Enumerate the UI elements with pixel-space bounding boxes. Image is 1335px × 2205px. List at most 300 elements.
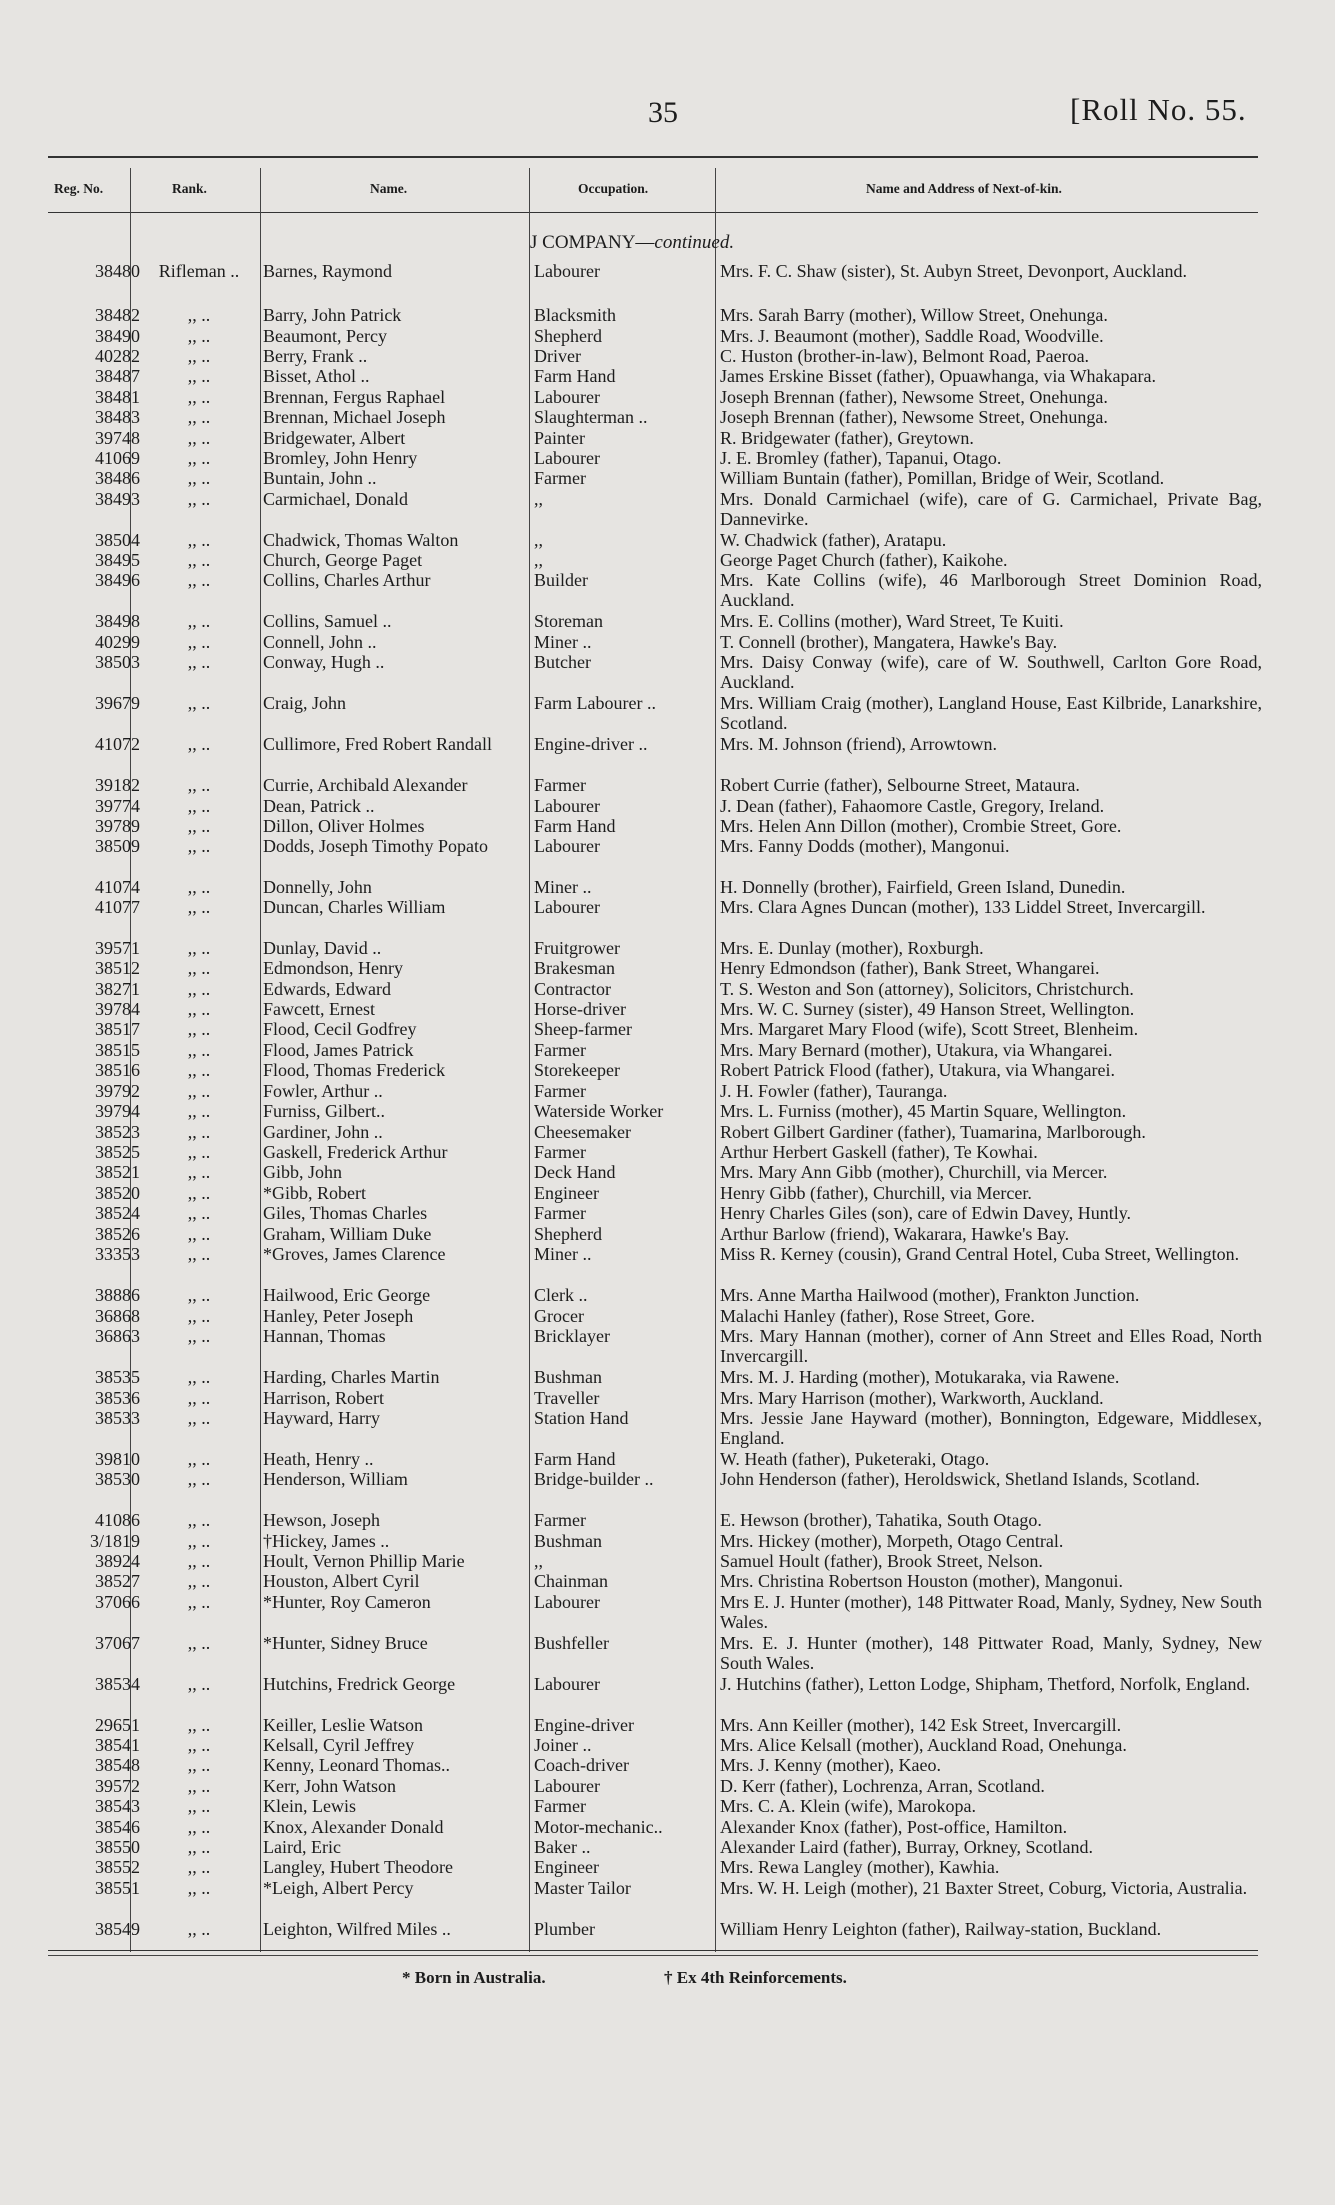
reg-number: 38886 [95,1285,140,1305]
soldier-name: Hayward, Harry [263,1408,380,1428]
footnote-born: * Born in Australia. [402,1968,546,1987]
next-of-kin: Mrs. J. Beaumont (mother), Saddle Road, Woodville. [720,326,1104,346]
occupation: Master Tailor [534,1878,631,1898]
soldier-name: Currie, Archibald Alexander [263,775,468,795]
reg-number: 38486 [95,468,140,488]
rank: ,, .. [187,1796,211,1816]
occupation: Bridge-builder .. [534,1469,654,1489]
occupation: Fruitgrower [534,938,620,958]
reg-number: 38533 [95,1408,140,1428]
occupation: Miner .. [534,1244,592,1264]
reg-number: 38525 [95,1142,140,1162]
soldier-name: †Hickey, James .. [263,1531,390,1551]
occupation: Engine-driver [534,1715,634,1735]
next-of-kin: Mrs. Fanny Dodds (mother), Mangonui. [720,836,1010,856]
header-rule [48,212,1258,213]
rank: ,, .. [187,1633,211,1653]
soldier-name: Conway, Hugh .. [263,652,385,672]
occupation: Miner .. [534,632,592,652]
soldier-name: Harrison, Robert [263,1388,384,1408]
next-of-kin: Henry Gibb (father), Churchill, via Mercer. [720,1183,1032,1203]
occupation: Chainman [534,1571,608,1591]
reg-number: 36863 [95,1326,140,1346]
next-of-kin: Henry Charles Giles (son), care of Edwin Davey, Huntly. [720,1203,1132,1223]
occupation: Labourer [534,448,600,468]
rank: ,, .. [187,1592,211,1612]
occupation: Blacksmith [534,305,616,325]
reg-number: 39748 [95,428,140,448]
reg-number: 38504 [95,530,140,550]
rank: ,, .. [187,1735,211,1755]
soldier-name: Barnes, Raymond [263,261,392,281]
reg-number: 38482 [95,305,140,325]
reg-number: 38549 [95,1919,140,1939]
occupation: Plumber [534,1919,595,1939]
soldier-name: Craig, John [263,693,346,713]
rank: Rifleman .. [158,261,240,281]
rank: ,, .. [187,1531,211,1551]
occupation: Farmer [534,1040,586,1060]
soldier-name: Flood, Thomas Frederick [263,1060,446,1080]
next-of-kin: Mrs. Donald Carmichael (wife), care of G. Carmichael, Private Bag, Dannevirke. [720,489,1262,529]
occupation: Storekeeper [534,1060,620,1080]
soldier-name: Hoult, Vernon Phillip Marie [263,1551,465,1571]
occupation: Farmer [534,1796,586,1816]
occupation: Labourer [534,897,600,917]
next-of-kin: Arthur Herbert Gaskell (father), Te Kowhai. [720,1142,1038,1162]
soldier-name: Edmondson, Henry [263,958,403,978]
occupation: Driver [534,346,581,366]
next-of-kin: T. Connell (brother), Mangatera, Hawke's Bay. [720,632,1058,652]
rank: ,, .. [187,897,211,917]
rank: ,, .. [187,1306,211,1326]
next-of-kin: Mrs. Alice Kelsall (mother), Auckland Road, Onehunga. [720,1735,1127,1755]
next-of-kin: Mrs. Mary Harrison (mother), Warkworth, Auckland. [720,1388,1104,1408]
footnote-reinforcements: † Ex 4th Reinforcements. [664,1968,847,1987]
next-of-kin: Mrs. Ann Keiller (mother), 142 Esk Street, Invercargill. [720,1715,1122,1735]
soldier-name: Hutchins, Fredrick George [263,1674,456,1694]
soldier-name: Beaumont, Percy [263,326,387,346]
occupation: Joiner .. [534,1735,592,1755]
soldier-name: Gibb, John [263,1162,343,1182]
soldier-name: Flood, Cecil Godfrey [263,1019,417,1039]
soldier-name: Langley, Hubert Theodore [263,1857,453,1877]
occupation: Slaughterman .. [534,407,648,427]
reg-number: 29651 [95,1715,140,1735]
reg-number: 38493 [95,489,140,509]
soldier-name: Keiller, Leslie Watson [263,1715,423,1735]
next-of-kin: Mrs. E. Dunlay (mother), Roxburgh. [720,938,984,958]
reg-number: 39571 [95,938,140,958]
occupation: Farmer [534,1510,586,1530]
reg-number: 38498 [95,611,140,631]
soldier-name: Berry, Frank .. [263,346,368,366]
reg-number: 39784 [95,999,140,1019]
next-of-kin: Samuel Hoult (father), Brook Street, Nelson. [720,1551,1043,1571]
reg-number: 38523 [95,1122,140,1142]
soldier-name: Houston, Albert Cyril [263,1571,420,1591]
next-of-kin: George Paget Church (father), Kaikohe. [720,550,1008,570]
rank: ,, .. [187,1776,211,1796]
occupation: Bushman [534,1531,603,1551]
reg-number: 38495 [95,550,140,570]
soldier-name: Dunlay, David .. [263,938,382,958]
occupation: Horse-driver [534,999,626,1019]
soldier-name: Duncan, Charles William [263,897,446,917]
rank: ,, .. [187,1326,211,1346]
next-of-kin: Mrs. Sarah Barry (mother), Willow Street, Onehunga. [720,305,1108,325]
rank: ,, .. [187,407,211,427]
soldier-name: Kerr, John Watson [263,1776,396,1796]
occupation: Brakesman [534,958,615,978]
reg-number: 38503 [95,652,140,672]
col-header-address: Name and Address of Next-of-kin. [866,181,1062,196]
next-of-kin: Mrs. Rewa Langley (mother), Kawhia. [720,1857,1000,1877]
rank: ,, .. [187,1817,211,1837]
occupation: Traveller [534,1388,600,1408]
rank: ,, .. [187,1019,211,1039]
next-of-kin: Mrs. Helen Ann Dillon (mother), Crombie Street, Gore. [720,816,1122,836]
occupation: ,, [534,489,543,509]
reg-number: 38548 [95,1755,140,1775]
soldier-name: Church, George Paget [263,550,423,570]
next-of-kin: Malachi Hanley (father), Rose Street, Gore. [720,1306,1035,1326]
occupation: ,, [534,550,543,570]
soldier-name: *Gibb, Robert [263,1183,366,1203]
rank: ,, .. [187,428,211,448]
rank: ,, .. [187,611,211,631]
soldier-name: Dodds, Joseph Timothy Popato [263,836,489,856]
soldier-name: Connell, John .. [263,632,377,652]
next-of-kin: Arthur Barlow (friend), Wakarara, Hawke's Bay. [720,1224,1070,1244]
occupation: Coach-driver [534,1755,629,1775]
rank: ,, .. [187,530,211,550]
next-of-kin: H. Donnelly (brother), Fairfield, Green Island, Dunedin. [720,877,1126,897]
soldier-name: Collins, Samuel .. [263,611,392,631]
soldier-name: *Hunter, Sidney Bruce [263,1633,428,1653]
next-of-kin: C. Huston (brother-in-law), Belmont Road, Paeroa. [720,346,1090,366]
next-of-kin: Robert Gilbert Gardiner (father), Tuamarina, Marlborough. [720,1122,1146,1142]
section-continued: continued. [654,232,735,253]
occupation: Waterside Worker [534,1101,664,1121]
soldier-name: Collins, Charles Arthur [263,570,431,590]
next-of-kin: Mrs E. J. Hunter (mother), 148 Pittwater Road, Manly, Sydney, New South Wales. [720,1592,1262,1632]
rank: ,, .. [187,489,211,509]
reg-number: 39794 [95,1101,140,1121]
rank: ,, .. [187,1101,211,1121]
reg-number: 38551 [95,1878,140,1898]
soldier-name: Fawcett, Ernest [263,999,375,1019]
occupation: Labourer [534,1592,600,1612]
next-of-kin: Mrs. E. J. Hunter (mother), 148 Pittwater Road, Manly, Sydney, New South Wales. [720,1633,1262,1673]
rank: ,, .. [187,1755,211,1775]
occupation: Builder [534,570,588,590]
col-header-name: Name. [370,181,408,196]
occupation: Labourer [534,387,600,407]
reg-number: 39182 [95,775,140,795]
next-of-kin: R. Bridgewater (father), Greytown. [720,428,974,448]
soldier-name: Hailwood, Eric George [263,1285,431,1305]
reg-number: 38546 [95,1817,140,1837]
next-of-kin: J. Hutchins (father), Letton Lodge, Shipham, Thetford, Norfolk, England. [720,1674,1251,1694]
soldier-name: Brennan, Michael Joseph [263,407,446,427]
occupation: Labourer [534,796,600,816]
next-of-kin: Mrs. C. A. Klein (wife), Marokopa. [720,1796,976,1816]
reg-number: 38496 [95,570,140,590]
next-of-kin: J. Dean (father), Fahaomore Castle, Gregory, Ireland. [720,796,1105,816]
reg-number: 38480 [95,261,140,281]
page-number: 35 [648,96,678,129]
soldier-name: Gardiner, John .. [263,1122,383,1142]
next-of-kin: Mrs. M. Johnson (friend), Arrowtown. [720,734,997,754]
occupation: Engine-driver .. [534,734,648,754]
occupation: Contractor [534,979,611,999]
next-of-kin: J. E. Bromley (father), Tapanui, Otago. [720,448,1002,468]
occupation: Shepherd [534,1224,602,1244]
occupation: Farmer [534,1142,586,1162]
reg-number: 39679 [95,693,140,713]
occupation: Engineer [534,1183,599,1203]
next-of-kin: Mrs. Christina Robertson Houston (mother), Mangonui. [720,1571,1123,1591]
occupation: Miner .. [534,877,592,897]
rank: ,, .. [187,1142,211,1162]
next-of-kin: D. Kerr (father), Lochrenza, Arran, Scotland. [720,1776,1045,1796]
soldier-name: Heath, Henry .. [263,1449,374,1469]
section-heading [530,232,734,254]
occupation: Station Hand [534,1408,629,1428]
occupation: Farmer [534,1203,586,1223]
reg-number: 37066 [95,1592,140,1612]
soldier-name: Leighton, Wilfred Miles .. [263,1919,451,1939]
next-of-kin: Joseph Brennan (father), Newsome Street, Onehunga. [720,407,1108,427]
reg-number: 3/1819 [89,1531,140,1551]
occupation: Bushman [534,1367,603,1387]
reg-number: 38271 [95,979,140,999]
reg-number: 39774 [95,796,140,816]
rank: ,, .. [187,1244,211,1264]
rank: ,, .. [187,1878,211,1898]
reg-number: 38536 [95,1388,140,1408]
next-of-kin: Mrs. Mary Bernard (mother), Utakura, via Whangarei. [720,1040,1113,1060]
next-of-kin: Alexander Knox (father), Post-office, Hamilton. [720,1817,1068,1837]
soldier-name: Knox, Alexander Donald [263,1817,444,1837]
soldier-name: Donnelly, John [263,877,372,897]
rank: ,, .. [187,1469,211,1489]
rank: ,, .. [187,1388,211,1408]
occupation: Farm Hand [534,816,616,836]
rank: ,, .. [187,366,211,386]
col-header-rank: Rank. [172,181,207,196]
next-of-kin: Miss R. Kerney (cousin), Grand Central Hotel, Cuba Street, Wellington. [720,1244,1240,1264]
reg-number: 38924 [95,1551,140,1571]
occupation: Farm Labourer .. [534,693,656,713]
occupation: ,, [534,1551,543,1571]
reg-number: 39792 [95,1081,140,1101]
next-of-kin: Mrs. J. Kenny (mother), Kaeo. [720,1755,941,1775]
occupation: Labourer [534,261,600,281]
reg-number: 38535 [95,1367,140,1387]
soldier-name: Dean, Patrick .. [263,796,375,816]
soldier-name: Graham, William Duke [263,1224,432,1244]
soldier-name: Hanley, Peter Joseph [263,1306,414,1326]
soldier-name: Gaskell, Frederick Arthur [263,1142,448,1162]
next-of-kin: Mrs. W. H. Leigh (mother), 21 Baxter Street, Coburg, Victoria, Australia. [720,1878,1248,1898]
next-of-kin: Joseph Brennan (father), Newsome Street, Onehunga. [720,387,1108,407]
rank: ,, .. [187,958,211,978]
reg-number: 38526 [95,1224,140,1244]
soldier-name: Klein, Lewis [263,1796,356,1816]
reg-number: 38552 [95,1857,140,1877]
soldier-name: Dillon, Oliver Holmes [263,816,425,836]
rank: ,, .. [187,1857,211,1877]
occupation: Farmer [534,468,586,488]
reg-number: 38509 [95,836,140,856]
soldier-name: Carmichael, Donald [263,489,408,509]
reg-number: 40282 [95,346,140,366]
occupation: Labourer [534,1674,600,1694]
occupation: Painter [534,428,585,448]
soldier-name: Brennan, Fergus Raphael [263,387,446,407]
rank: ,, .. [187,1715,211,1735]
column-divider [260,168,261,1952]
occupation: Farm Hand [534,1449,616,1469]
soldier-name: Hannan, Thomas [263,1326,386,1346]
soldier-name: Edwards, Edward [263,979,391,999]
reg-number: 38490 [95,326,140,346]
next-of-kin: John Henderson (father), Heroldswick, Shetland Islands, Scotland. [720,1469,1200,1489]
rank: ,, .. [187,652,211,672]
rank: ,, .. [187,938,211,958]
rank: ,, .. [187,1122,211,1142]
reg-number: 33353 [95,1244,140,1264]
reg-number: 38550 [95,1837,140,1857]
occupation: Storeman [534,611,603,631]
reg-number: 41077 [95,897,140,917]
occupation: Motor-mechanic.. [534,1817,663,1837]
soldier-name: Bisset, Athol .. [263,366,370,386]
occupation: Farm Hand [534,366,616,386]
rank: ,, .. [187,816,211,836]
soldier-name: Kelsall, Cyril Jeffrey [263,1735,415,1755]
bottom-rule [48,1950,1258,1951]
next-of-kin: E. Hewson (brother), Tahatika, South Otago. [720,1510,1042,1530]
reg-number: 38520 [95,1183,140,1203]
next-of-kin: Mrs. M. J. Harding (mother), Motukaraka, via Rawene. [720,1367,1120,1387]
next-of-kin: Robert Currie (father), Selbourne Street, Mataura. [720,775,1080,795]
rank: ,, .. [187,836,211,856]
reg-number: 38517 [95,1019,140,1039]
rank: ,, .. [187,734,211,754]
occupation: Cheesemaker [534,1122,631,1142]
occupation: Deck Hand [534,1162,616,1182]
reg-number: 40299 [95,632,140,652]
next-of-kin: Alexander Laird (father), Burray, Orkney, Scotland. [720,1837,1094,1857]
rank: ,, .. [187,1449,211,1469]
next-of-kin: Mrs. Mary Hannan (mother), corner of Ann Street and Elles Road, North Invercargill. [720,1326,1262,1366]
soldier-name: Barry, John Patrick [263,305,402,325]
bottom-rule-double [48,1955,1258,1956]
rank: ,, .. [187,346,211,366]
rank: ,, .. [187,1510,211,1530]
soldier-name: *Hunter, Roy Cameron [263,1592,431,1612]
reg-number: 38543 [95,1796,140,1816]
soldier-name: Furniss, Gilbert.. [263,1101,386,1121]
occupation: Grocer [534,1306,584,1326]
next-of-kin: Robert Patrick Flood (father), Utakura, via Whangarei. [720,1060,1116,1080]
soldier-name: Bridgewater, Albert [263,428,406,448]
reg-number: 38512 [95,958,140,978]
soldier-name: Flood, James Patrick [263,1040,414,1060]
next-of-kin: William Henry Leighton (father), Railway-station, Buckland. [720,1919,1162,1939]
soldier-name: Bromley, John Henry [263,448,418,468]
next-of-kin: Mrs. Daisy Conway (wife), care of W. Southwell, Carlton Gore Road, Auckland. [720,652,1262,692]
occupation: Butcher [534,652,591,672]
rank: ,, .. [187,796,211,816]
next-of-kin: Mrs. F. C. Shaw (sister), St. Aubyn Street, Devonport, Auckland. [720,261,1188,281]
rank: ,, .. [187,1919,211,1939]
reg-number: 38481 [95,387,140,407]
rank: ,, .. [187,326,211,346]
next-of-kin: W. Chadwick (father), Aratapu. [720,530,947,550]
rank: ,, .. [187,877,211,897]
next-of-kin: Mrs. W. C. Surney (sister), 49 Hanson Street, Wellington. [720,999,1135,1019]
rank: ,, .. [187,979,211,999]
rank: ,, .. [187,1081,211,1101]
rank: ,, .. [187,1162,211,1182]
rank: ,, .. [187,1367,211,1387]
soldier-name: Harding, Charles Martin [263,1367,440,1387]
rank: ,, .. [187,448,211,468]
reg-number: 38521 [95,1162,140,1182]
reg-number: 36868 [95,1306,140,1326]
next-of-kin: Mrs. William Craig (mother), Langland House, East Kilbride, Lanarkshire, Scotland. [720,693,1262,733]
rank: ,, .. [187,1224,211,1244]
reg-number: 38534 [95,1674,140,1694]
reg-number: 38487 [95,366,140,386]
col-header-occupation: Occupation. [578,181,649,196]
column-divider [715,168,716,1952]
reg-number: 39572 [95,1776,140,1796]
rank: ,, .. [187,632,211,652]
reg-number: 38516 [95,1060,140,1080]
rank: ,, .. [187,1183,211,1203]
reg-number: 38524 [95,1203,140,1223]
next-of-kin: Mrs. Clara Agnes Duncan (mother), 133 Liddel Street, Invercargill. [720,897,1206,917]
rank: ,, .. [187,1837,211,1857]
section-title: J COMPANY— [530,232,655,253]
occupation: Farmer [534,775,586,795]
rank: ,, .. [187,1203,211,1223]
next-of-kin: Mrs. L. Furniss (mother), 45 Martin Square, Wellington. [720,1101,1127,1121]
soldier-name: Henderson, William [263,1469,408,1489]
occupation: Farmer [534,1081,586,1101]
reg-number: 38515 [95,1040,140,1060]
next-of-kin: T. S. Weston and Son (attorney), Solicitors, Christchurch. [720,979,1134,999]
occupation: Bushfeller [534,1633,609,1653]
roll-number: [Roll No. 55. [1070,92,1247,127]
next-of-kin: William Buntain (father), Pomillan, Bridge of Weir, Scotland. [720,468,1165,488]
soldier-name: Hewson, Joseph [263,1510,380,1530]
occupation: Labourer [534,836,600,856]
next-of-kin: Mrs. Mary Ann Gibb (mother), Churchill, via Mercer. [720,1162,1108,1182]
occupation: Sheep-farmer [534,1019,632,1039]
soldier-name: Buntain, John .. [263,468,377,488]
rank: ,, .. [187,999,211,1019]
occupation: Bricklayer [534,1326,610,1346]
reg-number: 38483 [95,407,140,427]
reg-number: 37067 [95,1633,140,1653]
occupation: Engineer [534,1857,599,1877]
